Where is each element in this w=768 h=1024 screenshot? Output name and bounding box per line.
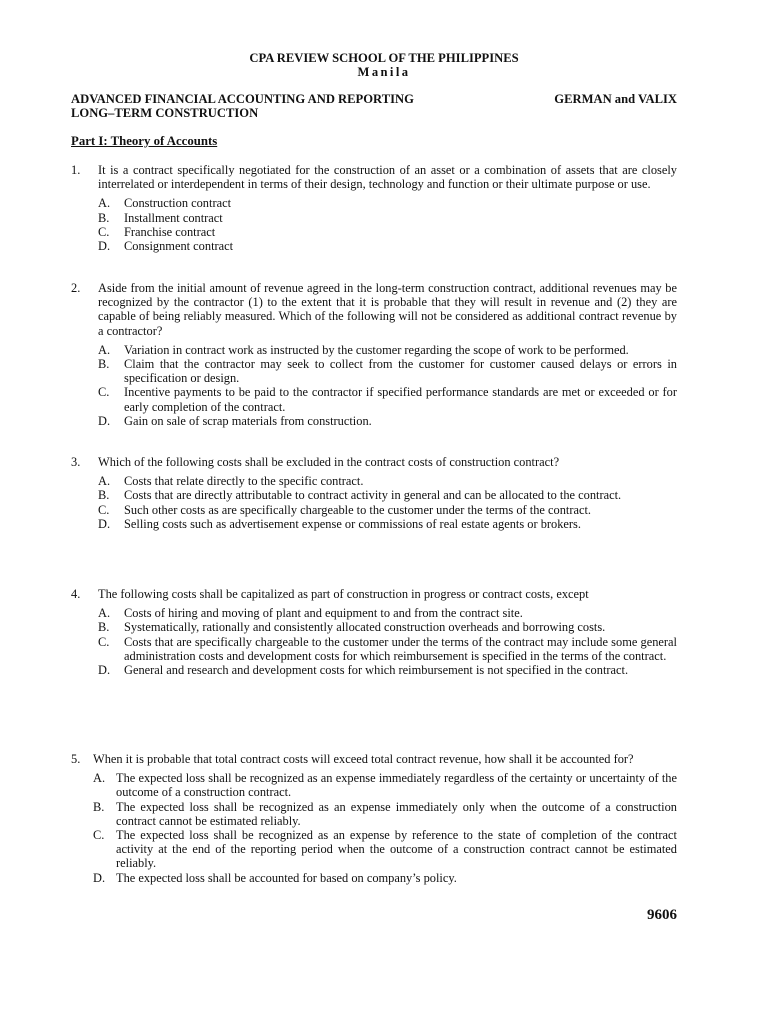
option-item (71, 474, 677, 488)
options-list (71, 343, 677, 428)
question-4 (71, 587, 677, 677)
option-item (71, 225, 677, 239)
option-letter: B. (98, 488, 110, 503)
option-letter: D. (98, 516, 111, 531)
option-letter: B. (98, 210, 110, 225)
options-list (71, 474, 677, 531)
part-heading: Part I: Theory of Accounts (71, 134, 218, 148)
option-text: The expected loss shall be accounted for based on company’s policy. (116, 870, 457, 885)
option-item (71, 663, 677, 677)
option-letter: A. (98, 474, 111, 489)
option-item (71, 239, 677, 253)
authors: GERMAN and VALIX (554, 92, 677, 106)
option-text: Costs that relate directly to the specific contract. (124, 474, 364, 489)
subject-line (71, 92, 677, 106)
option-item (71, 343, 677, 357)
option-letter: C. (98, 502, 110, 517)
option-text: Variation in contract work as instructed by the customer regarding the scope of work to be performed. (124, 342, 629, 357)
question-text: The following costs shall be capitalized as part of construction in progress or contract costs, except (98, 587, 589, 601)
option-item (71, 414, 677, 428)
option-letter: C. (98, 385, 110, 400)
question-text: Aside from the initial amount of revenue agreed in the long-term construction contract, additional revenues may be recognized by the contractor (1) to the extent that it is probable that they will result in revenue and (2) they are capable of being reliably measured. Which of the following will not be considered as additional contract revenue by a contractor? (98, 281, 677, 338)
question-1 (71, 163, 677, 253)
question-3 (71, 455, 677, 531)
question-number: 4. (71, 587, 81, 601)
option-letter: C. (93, 828, 105, 843)
option-text: Claim that the contractor may seek to collect from the customer for customer caused delays or errors in specification or design. (124, 357, 677, 386)
question-text: It is a contract specifically negotiated for the construction of an asset or a combination of assets that are closely interrelated or interdependent in terms of their design, technology and function or their ultimate purpose or use. (98, 163, 677, 192)
option-item (71, 503, 677, 517)
option-letter: A. (98, 606, 111, 621)
option-letter: B. (98, 620, 110, 635)
option-letter: C. (98, 224, 110, 239)
option-letter: D. (93, 870, 106, 885)
question-5 (71, 752, 677, 885)
option-item (71, 828, 677, 871)
option-text: Incentive payments to be paid to the contractor if specified performance standards are met or exceeded or for early completion of the contract. (124, 385, 677, 414)
options-list (71, 606, 677, 677)
question-2 (71, 281, 677, 428)
option-letter: A. (98, 196, 111, 211)
option-text: Selling costs such as advertisement expense or commissions of real estate agents or brokers. (124, 516, 581, 531)
question-number: 2. (71, 281, 81, 295)
option-text: The expected loss shall be recognized as an expense by reference to the state of completion of the contract activity at the end of the reporting period when the outcome of a construction contract cannot be estimated reliably. (116, 828, 677, 871)
option-text: Franchise contract (124, 224, 216, 239)
option-letter: B. (93, 799, 105, 814)
option-text: Costs of hiring and moving of plant and equipment to and from the contract site. (124, 606, 523, 621)
option-item (71, 606, 677, 620)
option-letter: D. (98, 663, 111, 678)
option-item (71, 800, 677, 828)
option-text: The expected loss shall be recognized as an expense immediately only when the outcome of a construction contract cannot be estimated reliably. (116, 799, 677, 828)
option-text: The expected loss shall be recognized as an expense immediately regardless of the certainty or uncertainty of the outcome of a construction contract. (116, 771, 677, 800)
option-letter: C. (98, 634, 110, 649)
option-item (71, 517, 677, 531)
topic-title: LONG–TERM CONSTRUCTION (71, 106, 259, 120)
option-text: Installment contract (124, 210, 223, 225)
question-text: Which of the following costs shall be excluded in the contract costs of construction contract? (98, 455, 560, 469)
option-text: Such other costs as are specifically chargeable to the customer under the terms of the contract. (124, 502, 591, 517)
option-item (71, 196, 677, 210)
option-item (71, 635, 677, 663)
subject-title: ADVANCED FINANCIAL ACCOUNTING AND REPORTING (71, 92, 414, 106)
question-number: 3. (71, 455, 81, 469)
option-item (71, 357, 677, 385)
city-subtitle: Manila (357, 65, 411, 79)
school-title: CPA REVIEW SCHOOL OF THE PHILIPPINES (249, 51, 519, 65)
option-item (71, 211, 677, 225)
option-item (71, 871, 677, 885)
option-text: Systematically, rationally and consistently allocated construction overheads and borrowing costs. (124, 620, 606, 635)
option-letter: B. (98, 357, 110, 372)
option-text: Costs that are directly attributable to contract activity in general and can be allocated to the contract. (124, 488, 622, 503)
option-text: Costs that are specifically chargeable to the customer under the terms of the contract may include some general administration costs and development costs for which reimbursement is specified in the terms of the contract. (124, 634, 677, 663)
option-item (71, 385, 677, 413)
option-letter: D. (98, 239, 111, 254)
option-letter: A. (93, 771, 106, 786)
option-text: Gain on sale of scrap materials from construction. (124, 413, 372, 428)
option-text: General and research and development costs for which reimbursement is not specified in the contract. (124, 663, 629, 678)
option-item (71, 488, 677, 502)
question-number: 1. (71, 163, 81, 177)
question-number: 5. (71, 752, 81, 766)
option-text: Consignment contract (124, 239, 234, 254)
option-letter: A. (98, 342, 111, 357)
options-list (71, 196, 677, 253)
question-text: When it is probable that total contract costs will exceed total contract revenue, how shall it be accounted for? (93, 752, 634, 766)
option-item (71, 771, 677, 799)
options-list (71, 771, 677, 885)
option-item (71, 620, 677, 634)
option-letter: D. (98, 413, 111, 428)
page-code: 9606 (647, 907, 677, 923)
option-text: Construction contract (124, 196, 232, 211)
